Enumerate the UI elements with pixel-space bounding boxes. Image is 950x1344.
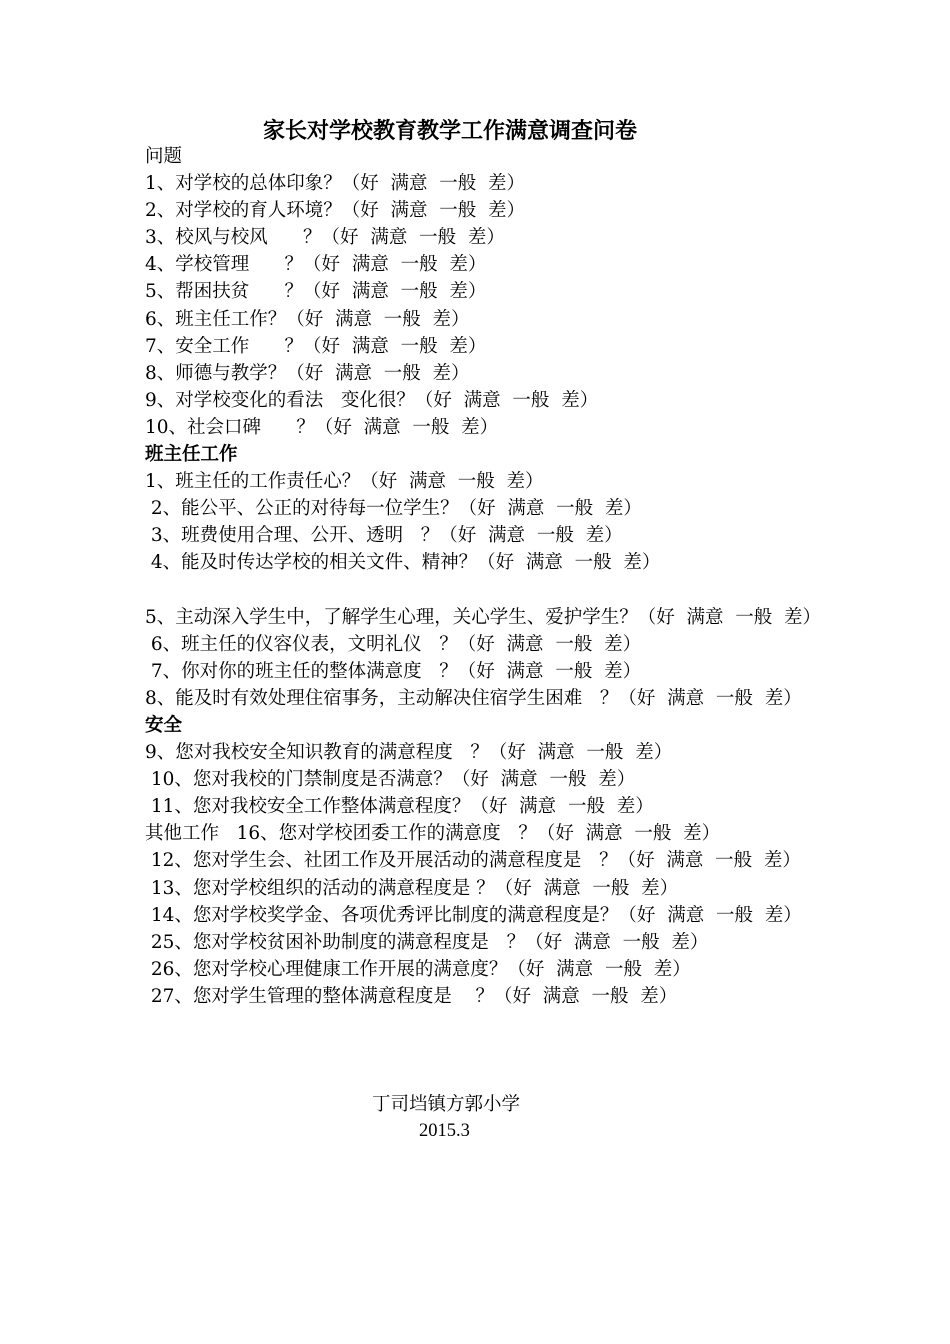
question-line: 3、校风与校风 ？（好 满意 一般 差） — [145, 227, 505, 249]
question-line: 6、班主任的仪容仪表，文明礼仪 ？（好 满意 一般 差） — [145, 633, 642, 655]
section-heading: 班主任工作 — [145, 444, 238, 466]
question-line: 2、对学校的育人环境？（好 满意 一般 差） — [145, 200, 526, 222]
question-line: 6、班主任工作？（好 满意 一般 差） — [145, 308, 470, 330]
question-line: 10、社会口碑 ？（好 满意 一般 差） — [145, 416, 499, 438]
questionnaire-body — [145, 143, 825, 1010]
question-line: 8、师德与教学？（好 满意 一般 差） — [145, 362, 470, 384]
question-line: 7、你对你的班主任的整体满意度 ？（好 满意 一般 差） — [145, 660, 642, 682]
question-line: 26、您对学校心理健康工作开展的满意度？（好 满意 一般 差） — [145, 958, 691, 980]
question-line: 2、能公平、公正的对待每一位学生？（好 满意 一般 差） — [145, 498, 642, 520]
question-line: 1、对学校的总体印象？（好 满意 一般 差） — [145, 173, 526, 195]
question-line: 9、您对我校安全知识教育的满意程度 ？（好 满意 一般 差） — [145, 742, 673, 764]
question-line: 13、您对学校组织的活动的满意程度是 ？（好 满意 一般 差） — [145, 877, 679, 899]
question-line: 7、安全工作 ？（好 满意 一般 差） — [145, 335, 487, 357]
question-line: 25、您对学校贫困补助制度的满意程度是 ？（好 满意 一般 差） — [145, 931, 709, 953]
question-line: 12、您对学生会、社团工作及开展活动的满意程度是 ？（好 满意 一般 差） — [145, 850, 801, 872]
question-line: 5、主动深入学生中，了解学生心理，关心学生、爱护学生？（好 满意 一般 差） — [145, 579, 822, 628]
question-line: 其他工作 16、您对学校团委工作的满意度 ？（好 满意 一般 差） — [145, 823, 721, 845]
document-date: 2015.3 — [419, 1121, 470, 1141]
question-line: 9、对学校变化的看法 变化很？（好 满意 一般 差） — [145, 389, 599, 411]
question-line: 5、帮困扶贫 ？（好 满意 一般 差） — [145, 281, 487, 303]
question-line: 1、班主任的工作责任心？（好 满意 一般 差） — [145, 471, 544, 493]
question-line: 27、您对学生管理的整体满意程度是 ？（好 满意 一般 差） — [145, 985, 678, 1007]
question-line: 问题 — [145, 146, 183, 167]
question-line: 11、您对我校安全工作整体满意程度？（好 满意 一般 差） — [145, 796, 654, 818]
question-line: 4、能及时传达学校的相关文件、精神？（好 满意 一般 差） — [145, 552, 661, 574]
document-footer — [0, 1091, 900, 1145]
question-line: 10、您对我校的门禁制度是否满意？（好 满意 一般 差） — [145, 769, 636, 791]
question-line: 14、您对学校奖学金、各项优秀评比制度的满意程度是？（好 满意 一般 差） — [145, 904, 802, 926]
question-line: 3、班费使用合理、公开、透明 ？（好 满意 一般 差） — [145, 525, 623, 547]
section-heading: 安全 — [145, 714, 183, 736]
question-line: 4、学校管理 ？（好 满意 一般 差） — [145, 254, 487, 276]
question-line: 8、能及时有效处理住宿事务，主动解决住宿学生困难 ？（好 满意 一般 差） — [145, 687, 802, 709]
document-title: 家长对学校教育教学工作满意调查问卷 — [262, 118, 637, 144]
school-name: 丁司垱镇方郭小学 — [372, 1094, 521, 1115]
